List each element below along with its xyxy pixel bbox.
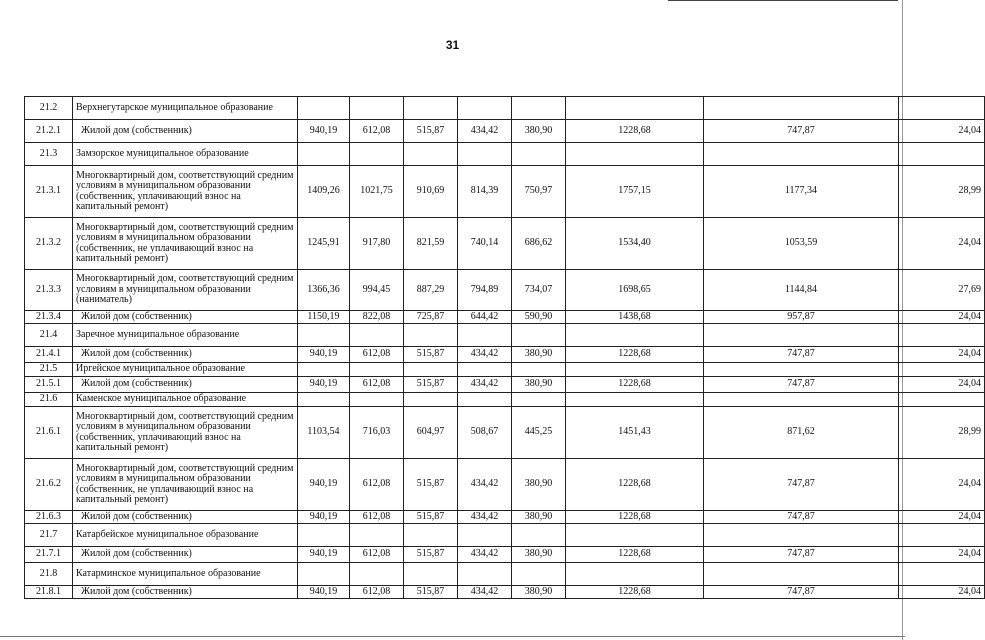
value-cell — [899, 363, 985, 377]
value-cell: 821,59 — [404, 218, 458, 270]
row-name: Верхнегутарское муниципальное образование — [73, 97, 298, 120]
value-cell — [704, 324, 899, 347]
value-cell: 380,90 — [512, 377, 566, 393]
value-cell: 940,19 — [298, 347, 350, 363]
value-cell: 612,08 — [350, 347, 404, 363]
value-cell: 24,04 — [899, 547, 985, 563]
value-cell: 822,08 — [350, 311, 404, 324]
value-cell — [899, 97, 985, 120]
value-cell: 940,19 — [298, 120, 350, 143]
value-cell — [350, 324, 404, 347]
row-code: 21.5.1 — [25, 377, 73, 393]
row-code: 21.3.2 — [25, 218, 73, 270]
value-cell: 1228,68 — [566, 459, 704, 511]
value-cell: 957,87 — [704, 311, 899, 324]
row-name: Многоквартирный дом, соответствующий средним условиям в муниципальном образовании (собственник, уплачивающий взнос на капитальный ремонт) — [73, 407, 298, 459]
value-cell: 747,87 — [704, 547, 899, 563]
value-cell — [404, 324, 458, 347]
value-cell: 515,87 — [404, 120, 458, 143]
value-cell — [458, 97, 512, 120]
value-cell: 747,87 — [704, 120, 899, 143]
value-cell: 940,19 — [298, 586, 350, 599]
value-cell: 1228,68 — [566, 511, 704, 524]
value-cell: 612,08 — [350, 120, 404, 143]
value-cell — [298, 524, 350, 547]
table-row — [25, 363, 985, 377]
value-cell: 1451,43 — [566, 407, 704, 459]
value-cell — [899, 524, 985, 547]
value-cell: 1053,59 — [704, 218, 899, 270]
value-cell — [404, 393, 458, 407]
row-code: 21.3.1 — [25, 166, 73, 218]
row-name: Каменское муниципальное образование — [73, 393, 298, 407]
value-cell — [298, 97, 350, 120]
value-cell — [566, 363, 704, 377]
row-code: 21.8 — [25, 563, 73, 586]
value-cell: 747,87 — [704, 377, 899, 393]
row-code: 21.4 — [25, 324, 73, 347]
value-cell: 515,87 — [404, 586, 458, 599]
table-row — [25, 120, 985, 143]
value-cell: 750,97 — [512, 166, 566, 218]
value-cell: 1698,65 — [566, 270, 704, 311]
value-cell: 940,19 — [298, 547, 350, 563]
value-cell: 1228,68 — [566, 347, 704, 363]
value-cell: 1228,68 — [566, 586, 704, 599]
value-cell: 24,04 — [899, 377, 985, 393]
value-cell: 734,07 — [512, 270, 566, 311]
row-code: 21.6 — [25, 393, 73, 407]
value-cell: 1177,34 — [704, 166, 899, 218]
value-cell — [350, 97, 404, 120]
value-cell: 515,87 — [404, 347, 458, 363]
value-cell: 515,87 — [404, 547, 458, 563]
value-cell — [350, 143, 404, 166]
value-cell: 24,04 — [899, 120, 985, 143]
value-cell: 24,04 — [899, 459, 985, 511]
value-cell: 515,87 — [404, 511, 458, 524]
value-cell: 940,19 — [298, 511, 350, 524]
value-cell: 1150,19 — [298, 311, 350, 324]
value-cell — [350, 393, 404, 407]
value-cell — [298, 143, 350, 166]
value-cell — [458, 393, 512, 407]
value-cell: 725,87 — [404, 311, 458, 324]
value-cell — [512, 393, 566, 407]
value-cell: 910,69 — [404, 166, 458, 218]
value-cell — [899, 393, 985, 407]
value-cell: 814,39 — [458, 166, 512, 218]
row-name: Заречное муниципальное образование — [73, 324, 298, 347]
table-row — [25, 166, 985, 218]
row-code: 21.5 — [25, 363, 73, 377]
value-cell — [899, 143, 985, 166]
row-code: 21.6.2 — [25, 459, 73, 511]
value-cell: 445,25 — [512, 407, 566, 459]
value-cell: 940,19 — [298, 377, 350, 393]
row-name: Многоквартирный дом, соответствующий средним условиям в муниципальном образовании (собственник, не уплачивающий взнос на капитальный ремонт) — [73, 218, 298, 270]
value-cell: 24,04 — [899, 586, 985, 599]
value-cell — [512, 97, 566, 120]
value-cell — [350, 524, 404, 547]
value-cell: 747,87 — [704, 347, 899, 363]
value-cell: 1534,40 — [566, 218, 704, 270]
value-cell — [512, 143, 566, 166]
value-cell: 515,87 — [404, 377, 458, 393]
row-name: Жилой дом (собственник) — [73, 120, 298, 143]
value-cell: 940,19 — [298, 459, 350, 511]
table-row — [25, 270, 985, 311]
value-cell — [458, 143, 512, 166]
row-name: Многоквартирный дом, соответствующий средним условиям в муниципальном образовании (собственник, не уплачивающий взнос на капитальный ремонт) — [73, 459, 298, 511]
value-cell — [298, 393, 350, 407]
value-cell — [704, 97, 899, 120]
row-name: Жилой дом (собственник) — [73, 547, 298, 563]
value-cell: 434,42 — [458, 377, 512, 393]
value-cell — [404, 363, 458, 377]
value-cell: 27,69 — [899, 270, 985, 311]
value-cell: 24,04 — [899, 511, 985, 524]
row-name: Иргейское муниципальное образование — [73, 363, 298, 377]
value-cell: 434,42 — [458, 347, 512, 363]
value-cell: 747,87 — [704, 511, 899, 524]
value-cell: 644,42 — [458, 311, 512, 324]
value-cell: 380,90 — [512, 347, 566, 363]
value-cell — [404, 524, 458, 547]
value-cell: 434,42 — [458, 120, 512, 143]
top-rule — [668, 0, 898, 1]
table-row — [25, 459, 985, 511]
value-cell: 604,97 — [404, 407, 458, 459]
value-cell — [298, 363, 350, 377]
row-code: 21.3.4 — [25, 311, 73, 324]
value-cell: 24,04 — [899, 347, 985, 363]
tariff-table — [24, 96, 985, 599]
row-code: 21.3.3 — [25, 270, 73, 311]
row-code: 21.2 — [25, 97, 73, 120]
row-name: Катарбейское муниципальное образование — [73, 524, 298, 547]
value-cell — [298, 563, 350, 586]
value-cell — [458, 363, 512, 377]
value-cell — [704, 143, 899, 166]
row-name: Жилой дом (собственник) — [73, 377, 298, 393]
table-row — [25, 97, 985, 120]
row-code: 21.4.1 — [25, 347, 73, 363]
value-cell: 716,03 — [350, 407, 404, 459]
value-cell: 508,67 — [458, 407, 512, 459]
row-name: Многоквартирный дом, соответствующий средним условиям в муниципальном образовании (собственник, уплачивающий взнос на капитальный ремонт) — [73, 166, 298, 218]
value-cell: 612,08 — [350, 511, 404, 524]
value-cell — [458, 324, 512, 347]
value-cell: 740,14 — [458, 218, 512, 270]
value-cell: 1757,15 — [566, 166, 704, 218]
page-number: 31 — [445, 38, 460, 52]
table-row — [25, 524, 985, 547]
value-cell: 380,90 — [512, 511, 566, 524]
value-cell — [704, 363, 899, 377]
value-cell — [566, 563, 704, 586]
table-row — [25, 311, 985, 324]
value-cell — [566, 524, 704, 547]
value-cell: 1409,26 — [298, 166, 350, 218]
value-cell: 1366,36 — [298, 270, 350, 311]
value-cell — [566, 324, 704, 347]
row-code: 21.6.3 — [25, 511, 73, 524]
table-row — [25, 586, 985, 599]
table-row — [25, 218, 985, 270]
bottom-rule — [0, 636, 905, 637]
table-row — [25, 547, 985, 563]
value-cell — [458, 563, 512, 586]
value-cell: 28,99 — [899, 407, 985, 459]
value-cell — [404, 143, 458, 166]
value-cell: 1021,75 — [350, 166, 404, 218]
value-cell: 747,87 — [704, 586, 899, 599]
value-cell — [298, 324, 350, 347]
value-cell: 380,90 — [512, 547, 566, 563]
row-name: Замзорское муниципальное образование — [73, 143, 298, 166]
value-cell: 28,99 — [899, 166, 985, 218]
value-cell — [704, 524, 899, 547]
value-cell: 686,62 — [512, 218, 566, 270]
value-cell: 612,08 — [350, 377, 404, 393]
value-cell: 434,42 — [458, 586, 512, 599]
table-row — [25, 377, 985, 393]
row-name: Катарминское муниципальное образование — [73, 563, 298, 586]
table-body — [25, 97, 985, 599]
table-row — [25, 393, 985, 407]
row-code: 21.7 — [25, 524, 73, 547]
value-cell: 1245,91 — [298, 218, 350, 270]
value-cell: 380,90 — [512, 120, 566, 143]
value-cell: 24,04 — [899, 311, 985, 324]
row-name: Жилой дом (собственник) — [73, 347, 298, 363]
value-cell: 434,42 — [458, 511, 512, 524]
value-cell: 917,80 — [350, 218, 404, 270]
value-cell: 612,08 — [350, 586, 404, 599]
value-cell — [512, 363, 566, 377]
table-row — [25, 511, 985, 524]
value-cell: 994,45 — [350, 270, 404, 311]
value-cell — [899, 324, 985, 347]
value-cell — [512, 324, 566, 347]
value-cell — [512, 563, 566, 586]
value-cell: 794,89 — [458, 270, 512, 311]
row-code: 21.3 — [25, 143, 73, 166]
row-name: Многоквартирный дом, соответствующий средним условиям в муниципальном образовании (наниматель) — [73, 270, 298, 311]
value-cell: 590,90 — [512, 311, 566, 324]
row-name: Жилой дом (собственник) — [73, 311, 298, 324]
value-cell: 1144,84 — [704, 270, 899, 311]
value-cell: 612,08 — [350, 459, 404, 511]
value-cell — [404, 563, 458, 586]
value-cell: 434,42 — [458, 459, 512, 511]
table-row — [25, 347, 985, 363]
table-row — [25, 563, 985, 586]
value-cell: 515,87 — [404, 459, 458, 511]
value-cell: 747,87 — [704, 459, 899, 511]
row-code: 21.6.1 — [25, 407, 73, 459]
row-code: 21.2.1 — [25, 120, 73, 143]
value-cell: 380,90 — [512, 459, 566, 511]
value-cell: 871,62 — [704, 407, 899, 459]
row-name: Жилой дом (собственник) — [73, 586, 298, 599]
row-name: Жилой дом (собственник) — [73, 511, 298, 524]
value-cell — [566, 393, 704, 407]
value-cell: 434,42 — [458, 547, 512, 563]
value-cell — [404, 97, 458, 120]
table-row — [25, 324, 985, 347]
value-cell: 24,04 — [899, 218, 985, 270]
value-cell — [704, 563, 899, 586]
row-code: 21.7.1 — [25, 547, 73, 563]
value-cell: 1228,68 — [566, 120, 704, 143]
value-cell — [350, 363, 404, 377]
value-cell: 612,08 — [350, 547, 404, 563]
table-row — [25, 143, 985, 166]
value-cell — [350, 563, 404, 586]
value-cell: 1228,68 — [566, 377, 704, 393]
value-cell — [512, 524, 566, 547]
value-cell: 1103,54 — [298, 407, 350, 459]
value-cell — [566, 143, 704, 166]
value-cell — [458, 524, 512, 547]
value-cell: 1438,68 — [566, 311, 704, 324]
value-cell — [704, 393, 899, 407]
row-code: 21.8.1 — [25, 586, 73, 599]
value-cell: 887,29 — [404, 270, 458, 311]
value-cell: 380,90 — [512, 586, 566, 599]
value-cell — [899, 563, 985, 586]
value-cell: 1228,68 — [566, 547, 704, 563]
value-cell — [566, 97, 704, 120]
table-row — [25, 407, 985, 459]
